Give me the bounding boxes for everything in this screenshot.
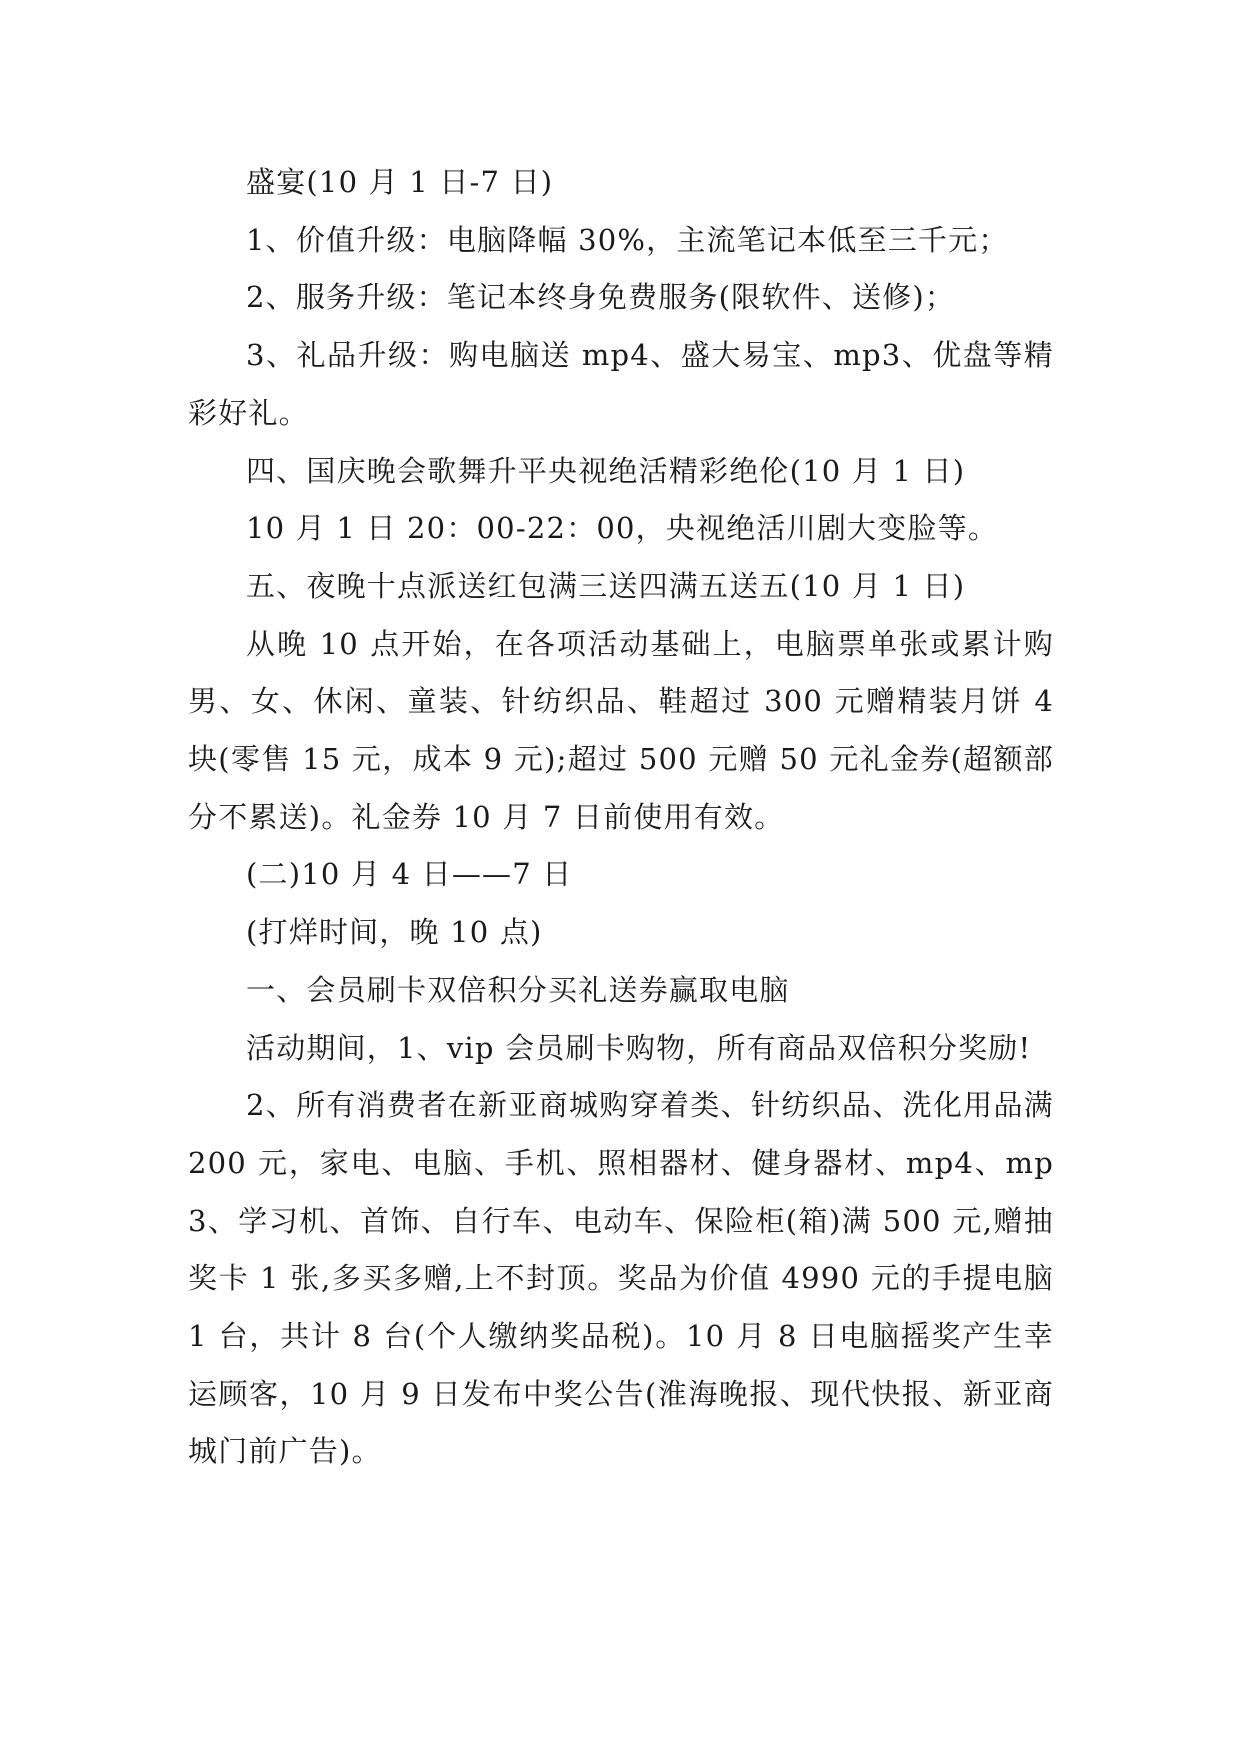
section-heading: 一、会员刷卡双倍积分买礼送券赢取电脑: [246, 972, 790, 1007]
paragraph: 2、所有消费者在新亚商城购穿着类、针纺织品、洗化用品满 200 元，家电、电脑、手机、照相器材、健身器材、mp4、mp3、学习机、首饰、自行车、电动车、保险柜(箱)满 500 元,赠抽奖卡 1 张,多买多赠,上不封顶。奖品为价值 4990 元的手提电脑 1 台，共计 8 台(个人缴纳奖品税)。10 月 8 日电脑摇奖产生幸运顾客，10 月 9 日发布中奖公告(淮海晚报、现代快报、新亚商城门前广告)。: [188, 1088, 1054, 1469]
document-body: [188, 154, 1054, 1481]
section-heading: 五、夜晚十点派送红包满三送四满五送五(10 月 1 日): [246, 568, 966, 603]
section-heading: (二)10 月 4 日——7 日: [246, 857, 573, 892]
paragraph: 2、服务升级：笔记本终身免费服务(限软件、送修)；: [246, 280, 956, 315]
paragraph: 3、礼品升级：购电脑送 mp4、盛大易宝、mp3、优盘等精彩好礼。: [188, 338, 1054, 430]
paragraph: (打烊时间，晚 10 点): [246, 915, 543, 950]
paragraph: 活动期间，1、vip 会员刷卡购物，所有商品双倍积分奖励!: [246, 1030, 1032, 1065]
paragraph: 10 月 1 日 20：00-22：00，央视绝活川剧大变脸等。: [246, 511, 999, 546]
paragraph: 盛宴(10 月 1 日-7 日): [246, 165, 554, 199]
paragraph: 1、价值升级：电脑降幅 30%，主流笔记本低至三千元；: [246, 222, 1009, 257]
paragraph: 从晚 10 点开始，在各项活动基础上，电脑票单张或累计购男、女、休闲、童装、针纺织品、鞋超过 300 元赠精装月饼 4 块(零售 15 元，成本 9 元);超过 500 元赠 50 元礼金券(超额部分不累送)。礼金券 10 月 7 日前使用有效。: [188, 626, 1054, 834]
section-heading: 四、国庆晚会歌舞升平央视绝活精彩绝伦(10 月 1 日): [246, 453, 966, 488]
